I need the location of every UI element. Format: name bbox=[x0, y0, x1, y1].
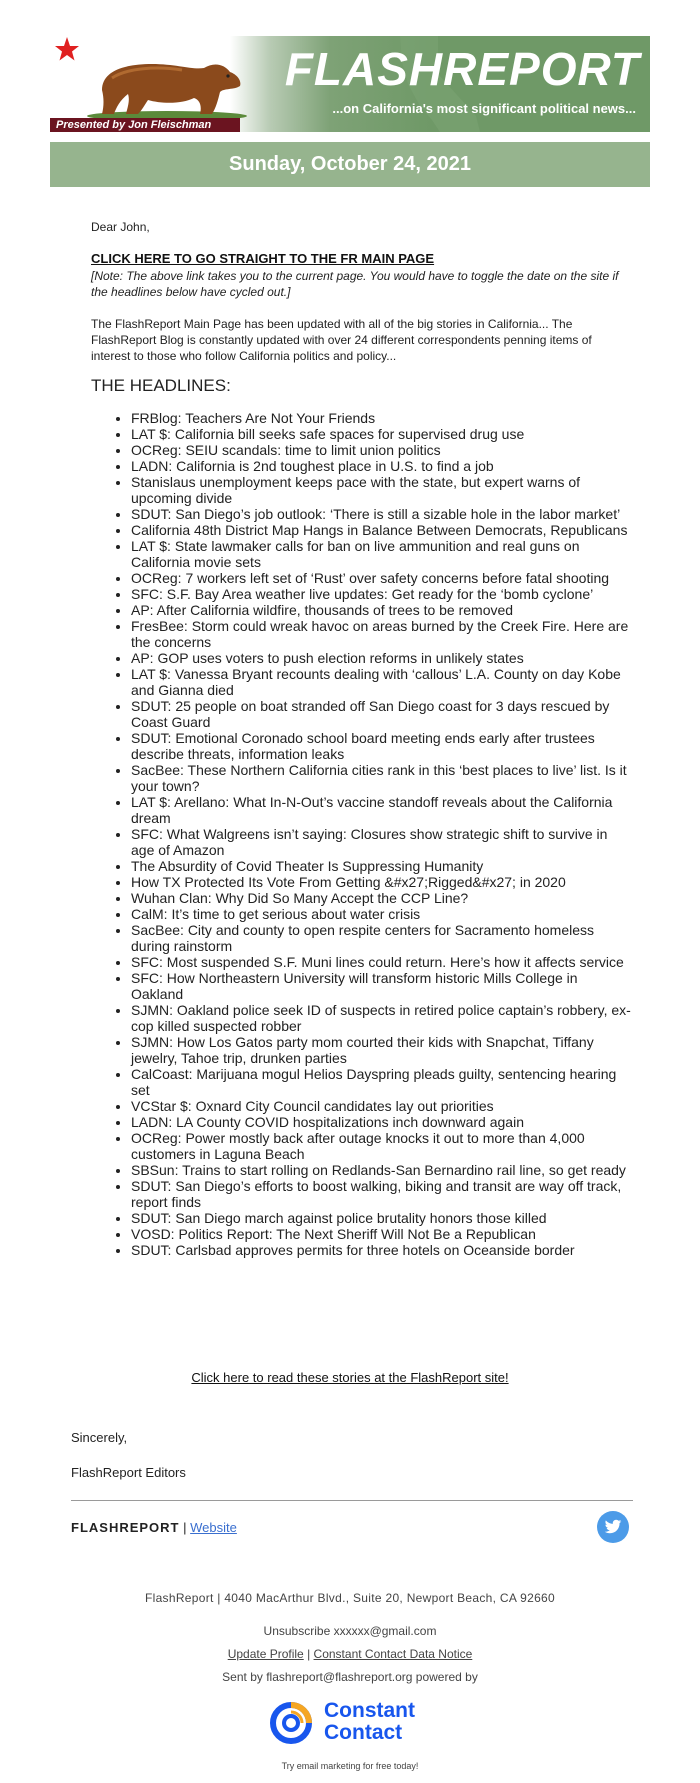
headline-item[interactable]: • Wuhan Clan: Why Did So Many Accept the CCP Line? bbox=[131, 890, 631, 906]
headline-item[interactable]: • SDUT: Emotional Coronado school board meeting ends early after trustees describe threats, information leaks bbox=[131, 730, 631, 762]
headline-item[interactable]: • FresBee: Storm could wreak havoc on areas burned by the Creek Fire. Here are the concerns bbox=[131, 618, 631, 650]
headline-item[interactable]: • Stanislaus unemployment keeps pace with the state, but expert warns of upcoming divide bbox=[131, 474, 631, 506]
sent-by-text: Sent by flashreport@flashreport.org powered by bbox=[222, 1670, 478, 1684]
headline-item[interactable]: • CalM: It’s time to get serious about water crisis bbox=[131, 906, 631, 922]
intro-text: The FlashReport Main Page has been updated with all of the big stories in California... The FlashReport Blog is constantly updated with over 24 different correspondents penning items of interest to those who follow California politics and policy... bbox=[91, 317, 592, 363]
headline-item[interactable]: • FRBlog: Teachers Are Not Your Friends bbox=[131, 410, 631, 426]
headline-item[interactable]: • SJMN: How Los Gatos party mom courted their kids with Snapchat, Tiffany jewelry, Tahoe trip, drunken parties bbox=[131, 1034, 631, 1066]
main-page-link[interactable]: CLICK HERE TO GO STRAIGHT TO THE FR MAIN PAGE bbox=[91, 251, 435, 266]
headlines-list bbox=[91, 410, 631, 1258]
email-body bbox=[91, 219, 631, 1258]
headline-item[interactable]: • OCReg: SEIU scandals: time to limit union politics bbox=[131, 442, 631, 458]
headline-item[interactable]: • LADN: California is 2nd toughest place in U.S. to find a job bbox=[131, 458, 631, 474]
constant-contact-logo[interactable] bbox=[268, 1700, 438, 1750]
headline-item[interactable]: • California 48th District Map Hangs in Balance Between Democrats, Republicans bbox=[131, 522, 631, 538]
header-tagline: ...on California's most significant political news... bbox=[332, 101, 636, 116]
headline-item[interactable]: • SDUT: 25 people on boat stranded off San Diego coast for 3 days rescued by Coast Guard bbox=[131, 698, 631, 730]
headline-item[interactable]: • How TX Protected Its Vote From Getting &#x27;Rigged&#x27; in 2020 bbox=[131, 874, 631, 890]
twitter-icon bbox=[604, 1519, 622, 1535]
read-stories-link[interactable]: Click here to read these stories at the FlashReport site! bbox=[191, 1370, 509, 1385]
headline-item[interactable]: • SDUT: San Diego’s job outlook: ‘There is still a sizable hole in the labor market’ bbox=[131, 506, 631, 522]
footer-links-separator: | bbox=[307, 1647, 311, 1661]
headline-item[interactable]: • SDUT: Carlsbad approves permits for three hotels on Oceanside border bbox=[131, 1242, 631, 1258]
headline-item[interactable]: • OCReg: 7 workers left set of ‘Rust’ over safety concerns before fatal shooting bbox=[131, 570, 631, 586]
headline-item[interactable]: • SFC: What Walgreens isn’t saying: Closures show strategic shift to survive in age of Amazon bbox=[131, 826, 631, 858]
constant-contact-logo-icon bbox=[268, 1700, 314, 1746]
headline-item[interactable]: • OCReg: Power mostly back after outage knocks it out to more than 4,000 customers in Laguna Beach bbox=[131, 1130, 631, 1162]
headline-item[interactable]: • SacBee: City and county to open respite centers for Sacramento homeless during rainstorm bbox=[131, 922, 631, 954]
website-link[interactable]: Website bbox=[190, 1520, 237, 1535]
footer-brand-name: FLASHREPORT bbox=[71, 1520, 180, 1535]
greeting: Dear John, bbox=[91, 220, 150, 234]
cc-wordmark-line-2: Contact bbox=[324, 1721, 403, 1744]
data-notice-link[interactable]: Constant Contact Data Notice bbox=[313, 1647, 473, 1661]
headline-item[interactable]: • CalCoast: Marijuana mogul Helios Dayspring pleads guilty, sentencing hearing set bbox=[131, 1066, 631, 1098]
headline-item[interactable]: • VCStar $: Oxnard City Council candidates lay out priorities bbox=[131, 1098, 631, 1114]
footer-brand bbox=[71, 1520, 237, 1535]
footer-address: FlashReport | 4040 MacArthur Blvd., Suite 20, Newport Beach, CA 92660 bbox=[144, 1591, 556, 1605]
headline-item[interactable]: • SFC: Most suspended S.F. Muni lines could return. Here’s how it affects service bbox=[131, 954, 631, 970]
headline-item[interactable]: • LADN: LA County COVID hospitalizations inch downward again bbox=[131, 1114, 631, 1130]
headline-item[interactable]: • LAT $: California bill seeks safe spaces for supervised drug use bbox=[131, 426, 631, 442]
headline-item[interactable]: • The Absurdity of Covid Theater Is Suppressing Humanity bbox=[131, 858, 631, 874]
cc-wordmark-line-1: Constant bbox=[324, 1699, 415, 1722]
headline-item[interactable]: • AP: GOP uses voters to push election reforms in unlikely states bbox=[131, 650, 631, 666]
headline-item[interactable]: • SFC: How Northeastern University will transform historic Mills College in Oakland bbox=[131, 970, 631, 1002]
try-email-marketing-text[interactable]: Try email marketing for free today! bbox=[281, 1761, 419, 1771]
update-profile-link[interactable]: Update Profile bbox=[227, 1647, 304, 1661]
headline-item[interactable]: • SJMN: Oakland police seek ID of suspects in retired police captain’s robbery, ex-cop killed suspected robber bbox=[131, 1002, 631, 1034]
headline-item[interactable]: • SDUT: San Diego’s efforts to boost walking, biking and transit are way off track, report finds bbox=[131, 1178, 631, 1210]
headline-item[interactable]: • SFC: S.F. Bay Area weather live updates: Get ready for the ‘bomb cyclone’ bbox=[131, 586, 631, 602]
flashreport-wordmark: FLASHREPORT bbox=[284, 43, 640, 95]
unsubscribe-link[interactable]: Unsubscribe xxxxxx@gmail.com bbox=[263, 1624, 437, 1638]
footer-divider bbox=[71, 1500, 633, 1501]
headline-item[interactable]: • SDUT: San Diego march against police brutality honors those killed bbox=[131, 1210, 631, 1226]
twitter-button[interactable] bbox=[597, 1511, 629, 1543]
header-banner[interactable] bbox=[50, 36, 650, 132]
headline-item[interactable]: • LAT $: State lawmaker calls for ban on live ammunition and real guns on California movie sets bbox=[131, 538, 631, 570]
headline-item[interactable]: • SacBee: These Northern California cities rank in this ‘best places to live’ list. Is it your town? bbox=[131, 762, 631, 794]
signoff-editors: FlashReport Editors bbox=[71, 1465, 186, 1480]
footer-brand-separator: | bbox=[183, 1520, 187, 1535]
california-bear-logo-icon bbox=[72, 50, 262, 120]
presented-by-label: Presented by Jon Fleischman bbox=[50, 118, 240, 132]
headline-item[interactable]: • LAT $: Vanessa Bryant recounts dealing with ‘callous’ L.A. County on day Kobe and Gianna died bbox=[131, 666, 631, 698]
headline-item[interactable]: • VOSD: Politics Report: The Next Sheriff Will Not Be a Republican bbox=[131, 1226, 631, 1242]
date-bar: Sunday, October 24, 2021 bbox=[50, 142, 650, 187]
link-note: [Note: The above link takes you to the current page. You would have to toggle the date on the site if the headlines below have cycled out.] bbox=[91, 269, 619, 299]
signoff-sincerely: Sincerely, bbox=[71, 1430, 128, 1445]
headlines-heading: THE HEADLINES: bbox=[91, 376, 231, 395]
footer-links bbox=[0, 1647, 700, 1661]
constant-contact-wordmark bbox=[324, 1700, 415, 1744]
headline-item[interactable]: • LAT $: Arellano: What In-N-Out’s vaccine standoff reveals about the California dream bbox=[131, 794, 631, 826]
headline-item[interactable]: • AP: After California wildfire, thousands of trees to be removed bbox=[131, 602, 631, 618]
headline-item[interactable]: • SBSun: Trains to start rolling on Redlands-San Bernardino rail line, so get ready bbox=[131, 1162, 631, 1178]
